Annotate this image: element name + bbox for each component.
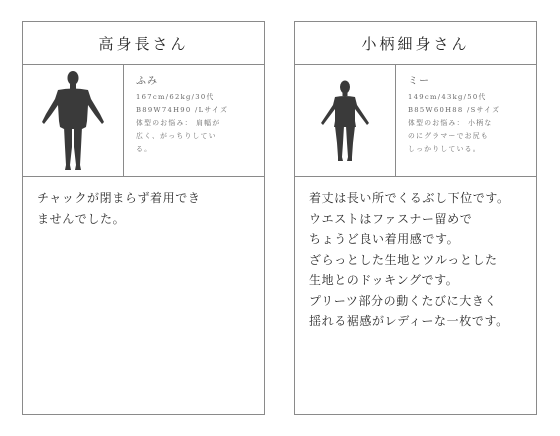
detail-line: 広く、がっちりしてい	[136, 132, 217, 140]
detail-line: B85W60H88 /Sサイズ	[408, 106, 501, 114]
comment-line: ちょうど良い着用感です。	[309, 232, 460, 246]
card-title: 小柄細身さん	[295, 22, 536, 65]
review-comment	[23, 177, 264, 229]
comment-line: 揺れる裾感がレディーな一枚です。	[309, 314, 509, 328]
comment-line: チャックが閉まらず着用でき	[37, 191, 201, 205]
profile-row	[23, 65, 264, 177]
review-card-petite	[294, 21, 537, 415]
reviewer-name: ミー	[408, 76, 430, 87]
detail-line: B89W74H90 /Lサイズ	[136, 106, 229, 114]
reviewer-name: ふみ	[136, 76, 158, 87]
comment-line: ざらっとした生地とツルっとした	[309, 252, 498, 267]
card-title: 高身長さん	[23, 22, 264, 65]
tall-wide-body-silhouette-icon	[38, 69, 108, 173]
detail-line: のにグラマーでお尻も	[408, 132, 489, 140]
figure-cell	[23, 65, 124, 176]
profile-info	[396, 65, 526, 176]
petite-slim-body-silhouette-icon	[315, 79, 375, 163]
profile-row	[295, 65, 536, 177]
detail-line: る。	[136, 145, 153, 153]
comment-line: 生地とのドッキングです。	[309, 273, 459, 287]
comment-line: ませんでした。	[37, 211, 126, 226]
detail-line: 体型のお悩み： 小柄な	[408, 119, 493, 127]
detail-line: 149cm/43kg/50代	[408, 93, 487, 101]
review-comment	[295, 177, 536, 332]
comment-line: 着丈は長い所でくるぶし下位です。	[309, 191, 510, 205]
comment-line: ウエストはファスナー留めで	[309, 211, 473, 226]
figure-cell	[295, 65, 396, 176]
detail-line: しっかりしている。	[408, 145, 481, 153]
review-card-tall	[22, 21, 265, 415]
comment-line: プリーツ部分の動くたびに大きく	[309, 293, 498, 308]
detail-line: 体型のお悩み： 肩幅が	[136, 119, 221, 127]
profile-info	[124, 65, 254, 176]
detail-line: 167cm/62kg/30代	[136, 93, 215, 101]
